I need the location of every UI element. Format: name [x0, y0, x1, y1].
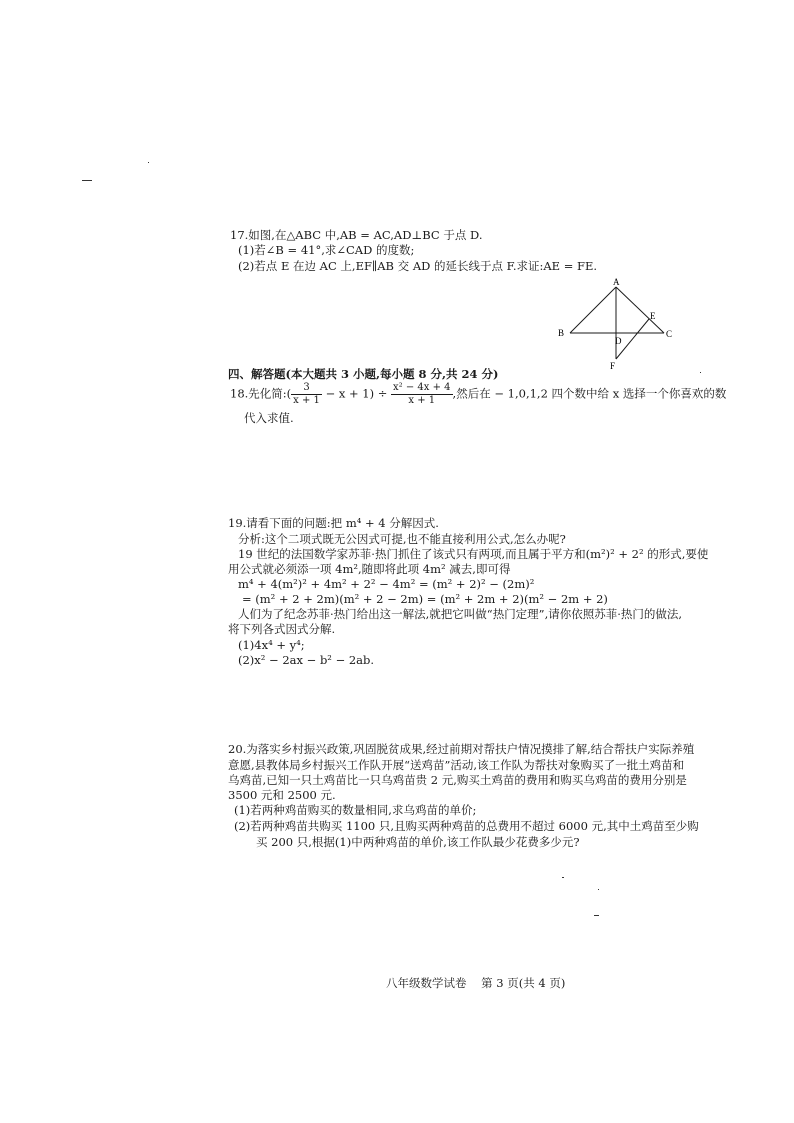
q19-part2: (2)x² − 2ax − b² − 2ab. — [238, 653, 375, 667]
q18-suffix: ,然后在 − 1,0,1,2 四个数中给 x 选择一个你喜欢的数 — [452, 386, 727, 401]
q19-line4: 用公式就必须添一项 4m²,随即将此项 4m² 减去,即可得 — [228, 562, 511, 576]
label-E: E — [650, 311, 656, 321]
q20-line3: 乌鸡苗,已知一只土鸡苗比一只乌鸡苗贵 2 元,购买土鸡苗的费用和购买乌鸡苗的费用分别是 — [228, 773, 687, 787]
q18-fraction-1 — [291, 382, 322, 407]
label-C: C — [666, 329, 673, 339]
q18-prefix: 18.先化简:( — [230, 386, 292, 401]
scan-speck — [700, 372, 701, 373]
scan-speck — [148, 162, 149, 163]
q18-middle: − x + 1) ÷ — [325, 386, 388, 401]
scan-mark — [82, 180, 92, 181]
q18-line2: 代入求值. — [244, 411, 294, 425]
q17-triangle-figure — [550, 275, 680, 375]
q19-line3: 19 世纪的法国数学家苏菲·热门抓住了该式只有两项,而且属于平方和(m²)² + 2² 的形式,要使 — [238, 547, 709, 561]
q20-line1: 20.为落实乡村振兴政策,巩固脱贫成果,经过前期对帮扶户情况摸排了解,结合帮扶户实际养殖 — [228, 742, 695, 756]
scan-speck — [598, 889, 599, 890]
label-B: B — [558, 328, 565, 338]
scan-speck — [594, 915, 599, 916]
scan-speck — [562, 877, 564, 878]
q19-line5: m⁴ + 4(m²)² + 4m² + 2² − 4m² = (m² + 2)² − (2m)² — [238, 577, 535, 591]
q19-line6: = (m² + 2 + 2m)(m² + 2 − 2m) = (m² + 2m + 2)(m² − 2m + 2) — [242, 592, 608, 606]
label-F: F — [610, 361, 616, 371]
q18-f1-numerator: 3 — [291, 382, 322, 395]
q19-line2: 分析:这个二项式既无公因式可提,也不能直接利用公式,怎么办呢? — [238, 532, 566, 546]
q19-line7: 人们为了纪念苏菲·热门给出这一解法,就把它叫做“热门定理”,请你依照苏菲·热门的做法, — [238, 607, 683, 621]
q19-part1: (1)4x⁴ + y⁴; — [238, 638, 305, 652]
q17-part1: (1)若∠B = 41°,求∠CAD 的度数; — [238, 243, 415, 257]
q18-f2-numerator: x² − 4x + 4 — [393, 382, 451, 393]
q17-part2: (2)若点 E 在边 AC 上,EF∥AB 交 AD 的延长线于点 F.求证:AE = FE. — [238, 259, 598, 273]
label-D: D — [615, 336, 622, 346]
label-A: A — [613, 277, 620, 287]
q20-line4: 3500 元和 2500 元. — [228, 788, 336, 802]
q18-f1-denominator: x + 1 — [293, 395, 320, 406]
section-4-heading: 四、解答题(本大题共 3 小题,每小题 8 分,共 24 分) — [228, 367, 499, 381]
q20-line2: 意愿,县教体局乡村振兴工作队开展“送鸡苗”活动,该工作队为帮扶对象购买了一批土鸡苗和 — [228, 758, 685, 772]
q17-stem: 17.如图,在△ABC 中,AB = AC,AD⊥BC 于点 D. — [230, 228, 483, 242]
q20-part2b: 买 200 只,根据(1)中两种鸡苗的单价,该工作队最少花费多少元? — [256, 835, 580, 849]
q20-part1: (1)若两种鸡苗购买的数量相同,求乌鸡苗的单价; — [234, 803, 477, 817]
q19-line8: 将下列各式因式分解. — [228, 622, 336, 636]
q19-line1: 19.请看下面的问题:把 m⁴ + 4 分解因式. — [228, 516, 439, 530]
q18-f2-denominator: x + 1 — [408, 395, 436, 406]
q20-part2a: (2)若两种鸡苗共购买 1100 只,且购买两种鸡苗的总费用不超过 6000 元,其中土鸡苗至少购 — [234, 819, 699, 833]
q18-line1 — [230, 382, 726, 407]
q18-fraction-2 — [391, 382, 453, 407]
page-footer: 八年级数学试卷 第 3 页(共 4 页) — [386, 976, 566, 990]
